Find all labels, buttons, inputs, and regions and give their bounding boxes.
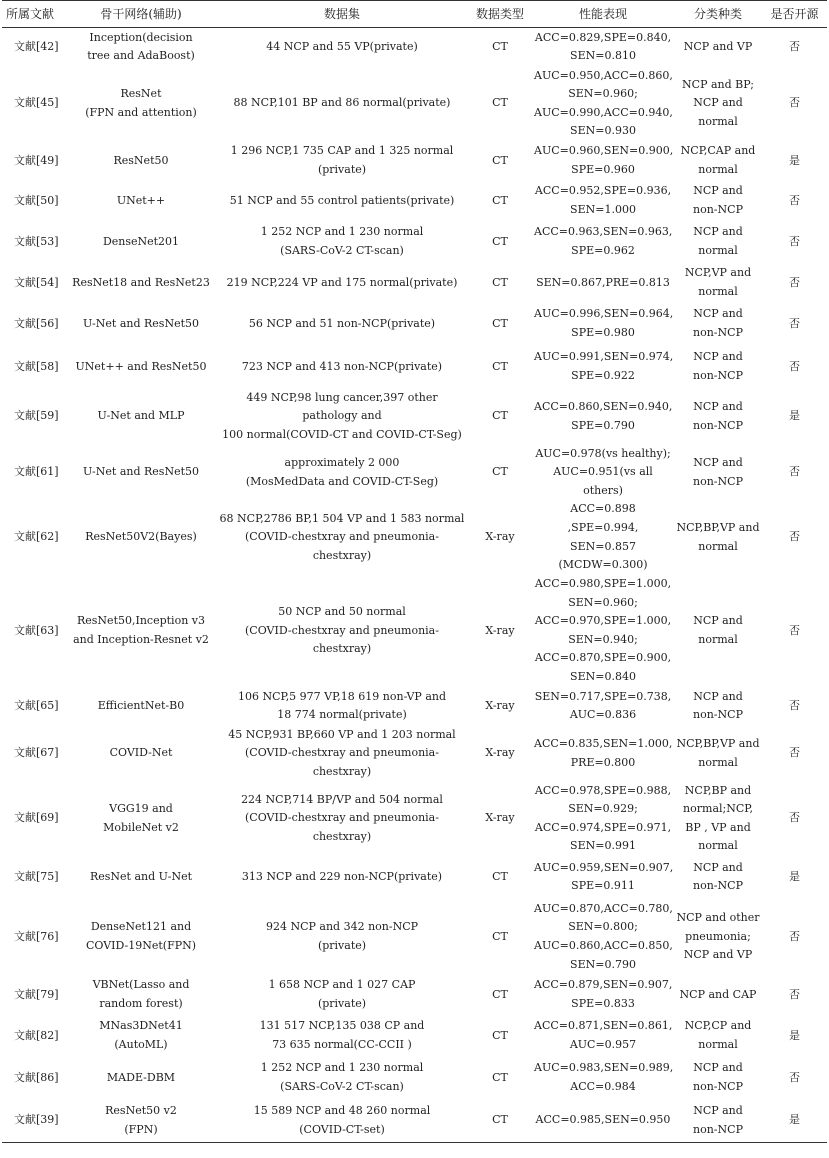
class-type-cell: NCP and non-NCP xyxy=(693,350,743,382)
performance-cell: ACC=0.835,SEN=1.000, PRE=0.800 xyxy=(534,737,673,769)
table-body xyxy=(2,28,827,1143)
data-type-cell: CT xyxy=(492,39,508,53)
column-header: 数据类型 xyxy=(468,1,532,28)
dataset-cell: 106 NCP,5 977 VP,18 619 non-VP and 18 774 normal(private) xyxy=(237,689,447,722)
class-type-cell: NCP and CAP xyxy=(679,987,757,1001)
comparison-table xyxy=(2,0,827,1143)
backbone-cell: ResNet50,Inception v3 and Inception-Resnet v2 xyxy=(73,614,209,646)
data-type-cell: CT xyxy=(492,234,508,248)
table-row xyxy=(2,263,827,303)
table-row xyxy=(2,575,827,687)
header-row xyxy=(2,1,827,28)
backbone-cell: ResNet18 and ResNet23 xyxy=(72,275,210,289)
open-source-cell: 是 xyxy=(789,870,800,884)
column-header: 性能表现 xyxy=(532,1,674,28)
ref-cell: 文献[45] xyxy=(14,96,59,110)
class-type-cell: NCP and BP; NCP and normal xyxy=(682,77,754,128)
ref-cell: 文献[59] xyxy=(14,409,59,423)
table-row xyxy=(2,221,827,263)
class-type-cell: NCP and non-NCP xyxy=(674,1099,762,1143)
ref-cell: 文献[61] xyxy=(14,465,59,479)
ref-cell: 文献[39] xyxy=(2,1099,66,1143)
dataset-cell: 219 NCP,224 VP and 175 normal(private) xyxy=(226,275,458,289)
backbone-cell: U-Net and ResNet50 xyxy=(82,465,199,479)
performance-cell: AUC=0.996,SEN=0.964, SPE=0.980 xyxy=(534,307,674,339)
dataset-cell: 1 296 NCP,1 735 CAP and 1 325 normal (private) xyxy=(230,144,454,176)
backbone-cell: COVID-Net xyxy=(109,746,173,760)
backbone-cell: Inception(decision tree and AdaBoost) xyxy=(87,30,195,63)
dataset-cell: 15 589 NCP and 48 260 normal (COVID-CT-set) xyxy=(216,1099,468,1143)
performance-cell: ACC=0.879,SEN=0.907, SPE=0.833 xyxy=(534,978,673,1010)
open-source-cell: 是 xyxy=(789,1028,800,1042)
open-source-cell: 否 xyxy=(789,275,800,289)
dataset-cell: 1 658 NCP and 1 027 CAP (private) xyxy=(268,978,416,1010)
data-type-cell: X-ray xyxy=(485,623,515,637)
open-source-cell: 是 xyxy=(762,1099,827,1143)
open-source-cell: 否 xyxy=(789,39,800,53)
data-type-cell: CT xyxy=(492,870,508,884)
table-row xyxy=(2,181,827,221)
performance-cell: ACC=0.985,SEN=0.950 xyxy=(532,1099,674,1143)
ref-cell: 文献[62] xyxy=(14,530,59,544)
ref-cell: 文献[75] xyxy=(14,870,59,884)
class-type-cell: NCP and non-NCP xyxy=(693,400,743,432)
open-source-cell: 否 xyxy=(789,530,800,544)
performance-cell: SEN=0.717,SPE=0.738, AUC=0.836 xyxy=(534,689,672,722)
dataset-cell: 45 NCP,931 BP,660 VP and 1 203 normal (COVID-chestxray and pneumonia-chestxray) xyxy=(228,727,456,778)
table-row xyxy=(2,687,827,726)
dataset-cell: 44 NCP and 55 VP(private) xyxy=(266,39,418,53)
open-source-cell: 否 xyxy=(789,746,800,760)
ref-cell: 文献[53] xyxy=(14,234,59,248)
backbone-cell: MNas3DNet41 (AutoML) xyxy=(99,1019,183,1051)
performance-cell: AUC=0.983,SEN=0.989, ACC=0.984 xyxy=(534,1061,674,1093)
open-source-cell: 否 xyxy=(789,987,800,1001)
ref-cell: 文献[82] xyxy=(14,1028,59,1042)
open-source-cell: 否 xyxy=(789,699,800,713)
performance-cell: ACC=0.978,SPE=0.988, SEN=0.929; ACC=0.974,SPE=0.971, SEN=0.991 xyxy=(534,783,672,853)
open-source-cell: 是 xyxy=(789,409,800,423)
class-type-cell: NCP and other pneumonia; NCP and VP xyxy=(676,911,760,962)
ref-cell: 文献[69] xyxy=(14,811,59,825)
class-type-cell: NCP,BP,VP and normal xyxy=(676,737,760,769)
table-row xyxy=(2,303,827,345)
data-type-cell: CT xyxy=(492,316,508,330)
table-row xyxy=(2,899,827,975)
open-source-cell: 是 xyxy=(789,153,800,167)
class-type-cell: NCP,BP,VP and normal xyxy=(676,521,760,553)
data-type-cell: CT xyxy=(492,193,508,207)
ref-cell: 文献[86] xyxy=(14,1070,59,1084)
table-row xyxy=(2,67,827,141)
ref-cell: 文献[76] xyxy=(14,929,59,943)
open-source-cell: 否 xyxy=(789,465,800,479)
column-header: 骨干网络(辅助) xyxy=(66,1,216,28)
table-row xyxy=(2,1057,827,1099)
dataset-cell: 88 NCP,101 BP and 86 normal(private) xyxy=(233,96,451,110)
open-source-cell: 否 xyxy=(789,359,800,373)
data-type-cell: X-ray xyxy=(485,746,515,760)
ref-cell: 文献[67] xyxy=(14,746,59,760)
dataset-cell: 449 NCP,98 lung cancer,397 other pathology and 100 normal(COVID-CT and COVID-CT-Seg) xyxy=(222,390,462,442)
data-type-cell: CT xyxy=(492,409,508,423)
table-row xyxy=(2,975,827,1015)
backbone-cell: ResNet50 v2 (FPN) xyxy=(66,1099,216,1143)
performance-cell: ACC=0.871,SEN=0.861, AUC=0.957 xyxy=(534,1019,673,1051)
ref-cell: 文献[63] xyxy=(14,623,59,637)
dataset-cell: 313 NCP and 229 non-NCP(private) xyxy=(241,870,443,884)
dataset-cell: 924 NCP and 342 non-NCP (private) xyxy=(265,920,419,952)
backbone-cell: U-Net and MLP xyxy=(97,409,185,423)
backbone-cell: UNet++ and ResNet50 xyxy=(75,359,207,373)
column-header: 所属文献 xyxy=(2,1,66,28)
class-type-cell: NCP,CP and normal xyxy=(684,1019,752,1051)
backbone-cell: ResNet50V2(Bayes) xyxy=(85,530,197,544)
table-row xyxy=(2,1099,827,1143)
data-type-cell: CT xyxy=(492,359,508,373)
dataset-cell: 50 NCP and 50 normal (COVID-chestxray and pneumonia-chestxray) xyxy=(245,604,439,656)
table-row xyxy=(2,141,827,181)
open-source-cell: 否 xyxy=(789,316,800,330)
backbone-cell: DenseNet201 xyxy=(102,234,180,248)
class-type-cell: NCP and non-NCP xyxy=(693,689,743,722)
backbone-cell: MADE-DBM xyxy=(106,1070,176,1084)
column-header: 分类种类 xyxy=(674,1,762,28)
open-source-cell: 否 xyxy=(789,234,800,248)
data-type-cell: CT xyxy=(492,275,508,289)
backbone-cell: DenseNet121 and COVID-19Net(FPN) xyxy=(85,920,197,952)
performance-cell: AUC=0.991,SEN=0.974, SPE=0.922 xyxy=(534,350,674,382)
table-row xyxy=(2,345,827,389)
ref-cell: 文献[42] xyxy=(14,39,59,53)
class-type-cell: NCP and non-NCP xyxy=(693,860,743,893)
column-header: 数据集 xyxy=(216,1,468,28)
data-type-cell: CT xyxy=(492,153,508,167)
dataset-cell: 131 517 NCP,135 038 CP and 73 635 normal(CC-CCII ) xyxy=(259,1019,425,1051)
data-type-cell: X-ray xyxy=(485,699,515,713)
dataset-cell: 51 NCP and 55 control patients(private) xyxy=(229,193,455,207)
data-type-cell: CT xyxy=(468,1099,532,1143)
data-type-cell: CT xyxy=(492,1070,508,1084)
open-source-cell: 否 xyxy=(789,811,800,825)
table-row xyxy=(2,389,827,445)
data-type-cell: CT xyxy=(492,987,508,1001)
class-type-cell: NCP and non-NCP xyxy=(693,184,743,216)
open-source-cell: 否 xyxy=(789,623,800,637)
performance-cell: ACC=0.829,SPE=0.840, SEN=0.810 xyxy=(534,30,672,63)
open-source-cell: 否 xyxy=(789,193,800,207)
dataset-cell: 723 NCP and 413 non-NCP(private) xyxy=(241,359,443,373)
class-type-cell: NCP,BP and normal;NCP, BP , VP and normal xyxy=(683,783,753,853)
data-type-cell: X-ray xyxy=(485,530,515,544)
dataset-cell: 1 252 NCP and 1 230 normal (SARS-CoV-2 CT-scan) xyxy=(260,225,424,257)
class-type-cell: NCP and normal xyxy=(693,225,743,257)
ref-cell: 文献[50] xyxy=(14,193,59,207)
backbone-cell: U-Net and ResNet50 xyxy=(82,316,199,330)
performance-cell: AUC=0.870,ACC=0.780, SEN=0.800; AUC=0.860,ACC=0.850, SEN=0.790 xyxy=(534,901,673,971)
open-source-cell: 否 xyxy=(789,929,800,943)
backbone-cell: VGG19 and MobileNet v2 xyxy=(103,802,179,834)
data-type-cell: CT xyxy=(492,929,508,943)
performance-cell: SEN=0.867,PRE=0.813 xyxy=(536,275,670,289)
backbone-cell: ResNet and U-Net xyxy=(89,870,193,884)
table-row xyxy=(2,28,827,67)
class-type-cell: NCP,VP and normal xyxy=(684,266,752,298)
performance-cell: ACC=0.963,SEN=0.963, SPE=0.962 xyxy=(534,225,673,257)
class-type-cell: NCP and non-NCP xyxy=(693,455,743,488)
open-source-cell: 否 xyxy=(789,1070,800,1084)
class-type-cell: NCP,CAP and normal xyxy=(680,144,756,176)
dataset-cell: 224 NCP,714 BP/VP and 504 normal (COVID-chestxray and pneumonia-chestxray) xyxy=(241,792,443,844)
ref-cell: 文献[65] xyxy=(14,699,59,713)
performance-cell: AUC=0.959,SEN=0.907, SPE=0.911 xyxy=(534,860,674,893)
table-row xyxy=(2,856,827,899)
class-type-cell: NCP and non-NCP xyxy=(693,1061,743,1093)
performance-cell: ACC=0.952,SPE=0.936, SEN=1.000 xyxy=(534,184,672,216)
column-header: 是否开源 xyxy=(762,1,827,28)
table-row xyxy=(2,726,827,782)
dataset-cell: approximately 2 000 (MosMedData and COVID-CT-Seg) xyxy=(245,455,439,488)
ref-cell: 文献[56] xyxy=(14,316,59,330)
performance-cell: AUC=0.950,ACC=0.860, SEN=0.960; AUC=0.990,ACC=0.940, SEN=0.930 xyxy=(534,68,673,138)
performance-cell: AUC=0.978(vs healthy); AUC=0.951(vs all others) xyxy=(535,446,671,497)
open-source-cell: 否 xyxy=(789,96,800,110)
class-type-cell: NCP and VP xyxy=(683,39,753,53)
performance-cell: ACC=0.980,SPE=1.000, SEN=0.960; ACC=0.970,SPE=1.000, SEN=0.940; ACC=0.870,SPE=0.900, SEN=0.840 xyxy=(534,577,672,683)
backbone-cell: VBNet(Lasso and random forest) xyxy=(92,978,190,1010)
ref-cell: 文献[54] xyxy=(14,275,59,289)
ref-cell: 文献[49] xyxy=(14,153,59,167)
ref-cell: 文献[79] xyxy=(14,987,59,1001)
class-type-cell: NCP and normal xyxy=(693,614,743,646)
table-row xyxy=(2,782,827,856)
data-type-cell: CT xyxy=(492,96,508,110)
class-type-cell: NCP and non-NCP xyxy=(693,307,743,339)
data-type-cell: CT xyxy=(492,465,508,479)
table-row xyxy=(2,1015,827,1057)
dataset-cell: 1 252 NCP and 1 230 normal (SARS-CoV-2 CT-scan) xyxy=(260,1061,424,1093)
ref-cell: 文献[58] xyxy=(14,359,59,373)
backbone-cell: ResNet (FPN and attention) xyxy=(85,87,197,119)
performance-cell: ACC=0.860,SEN=0.940, SPE=0.790 xyxy=(534,400,673,432)
backbone-cell: ResNet50 xyxy=(113,153,169,167)
data-type-cell: CT xyxy=(492,1028,508,1042)
data-type-cell: X-ray xyxy=(485,811,515,825)
dataset-cell: 68 NCP,2786 BP,1 504 VP and 1 583 normal (COVID-chestxray and pneumonia-chestxray) xyxy=(219,511,465,562)
performance-cell: ACC=0.898 ,SPE=0.994, SEN=0.857 (MCDW=0.300) xyxy=(558,502,648,572)
table-row xyxy=(2,500,827,574)
backbone-cell: EfficientNet-B0 xyxy=(97,699,185,713)
table-row xyxy=(2,445,827,501)
performance-cell: AUC=0.960,SEN=0.900, SPE=0.960 xyxy=(534,144,674,176)
backbone-cell: UNet++ xyxy=(116,193,166,207)
dataset-cell: 56 NCP and 51 non-NCP(private) xyxy=(248,316,436,330)
